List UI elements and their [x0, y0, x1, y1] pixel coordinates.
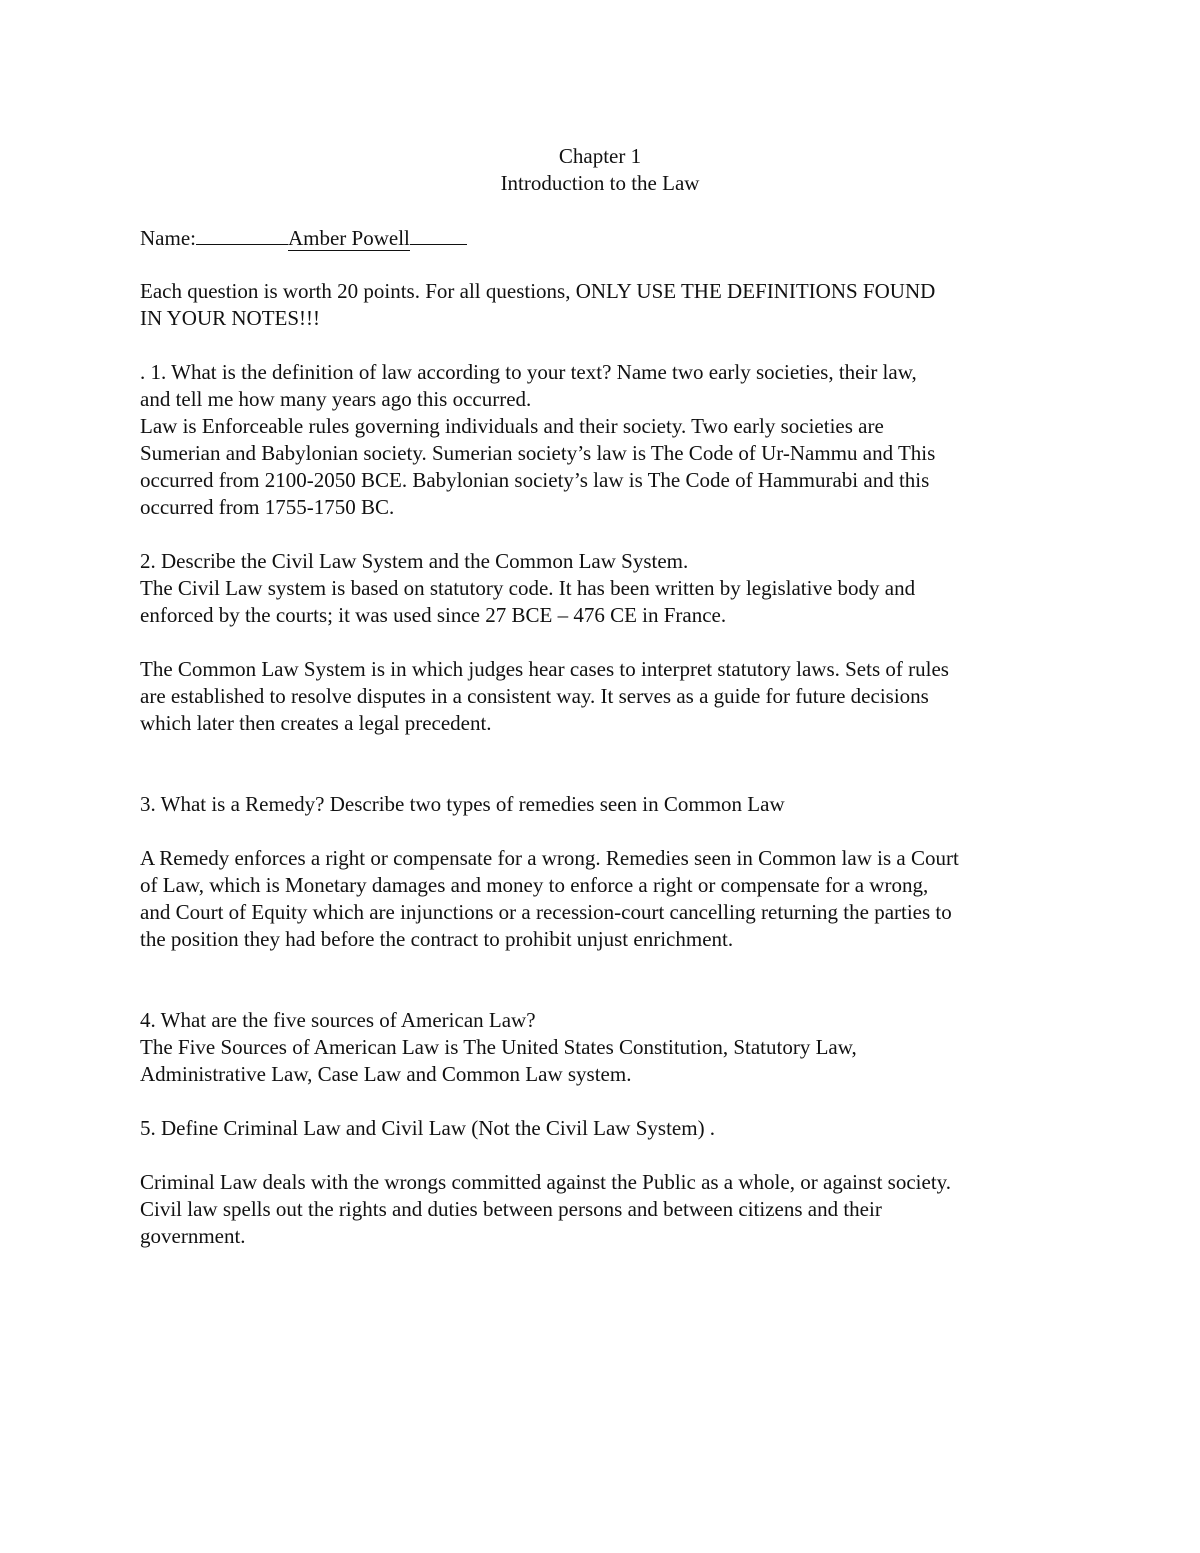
question-3-answer: of Law, which is Monetary damages and money to enforce a right or compensate for a wrong,: [140, 873, 929, 897]
question-3-answer: the position they had before the contract to prohibit unjust enrichment.: [140, 927, 734, 951]
question-2-answer-common-law: are established to resolve disputes in a consistent way. It serves as a guide for future decisions: [140, 684, 929, 708]
student-name: Amber Powell: [287, 226, 410, 250]
name-blank-left: [196, 224, 288, 245]
chapter-heading: Chapter 1: [558, 144, 642, 168]
name-blank-right: [410, 224, 467, 245]
chapter-subtitle: Introduction to the Law: [500, 171, 700, 195]
question-1-answer: occurred from 2100-2050 BCE. Babylonian society’s law is The Code of Hammurabi and this: [140, 468, 930, 492]
question-1-prompt: and tell me how many years ago this occurred.: [140, 387, 532, 411]
question-3-prompt: 3. What is a Remedy? Describe two types of remedies seen in Common Law: [140, 792, 785, 816]
question-1-answer: Sumerian and Babylonian society. Sumerian society’s law is The Code of Ur-Nammu and This: [140, 441, 936, 465]
question-2-answer-common-law: The Common Law System is in which judges hear cases to interpret statutory laws. Sets of rules: [140, 657, 949, 681]
question-3-answer: and Court of Equity which are injunctions or a recession-court cancelling returning the parties to: [140, 900, 952, 924]
instructions-line-2: IN YOUR NOTES!!!: [140, 306, 321, 330]
question-5-answer: government.: [140, 1224, 246, 1248]
question-4-prompt: 4. What are the five sources of American Law?: [140, 1008, 536, 1032]
question-2-answer-common-law: which later then creates a legal precedent.: [140, 711, 492, 735]
question-2-answer: The Civil Law system is based on statutory code. It has been written by legislative body and: [140, 576, 916, 600]
question-1-prompt: . 1. What is the definition of law according to your text? Name two early societies, their law,: [140, 360, 917, 384]
question-2-prompt: 2. Describe the Civil Law System and the Common Law System.: [140, 549, 689, 573]
question-5-answer: Civil law spells out the rights and duties between persons and between citizens and their: [140, 1197, 882, 1221]
name-line: [140, 224, 467, 252]
name-label: Name:: [140, 226, 196, 250]
question-4-answer: The Five Sources of American Law is The United States Constitution, Statutory Law,: [140, 1035, 857, 1059]
question-3-answer: A Remedy enforces a right or compensate for a wrong. Remedies seen in Common law is a Court: [140, 846, 959, 870]
question-4-answer: Administrative Law, Case Law and Common Law system.: [140, 1062, 632, 1086]
question-5-answer: Criminal Law deals with the wrongs committed against the Public as a whole, or against society.: [140, 1170, 952, 1194]
question-5-prompt: 5. Define Criminal Law and Civil Law (Not the Civil Law System) .: [140, 1116, 716, 1140]
question-2-answer: enforced by the courts; it was used since 27 BCE – 476 CE in France.: [140, 603, 727, 627]
question-1-answer: occurred from 1755-1750 BC.: [140, 495, 395, 519]
question-1-answer: Law is Enforceable rules governing individuals and their society. Two early societies are: [140, 414, 884, 438]
instructions-line-1: Each question is worth 20 points. For all questions, ONLY USE THE DEFINITIONS FOUND: [140, 279, 936, 303]
